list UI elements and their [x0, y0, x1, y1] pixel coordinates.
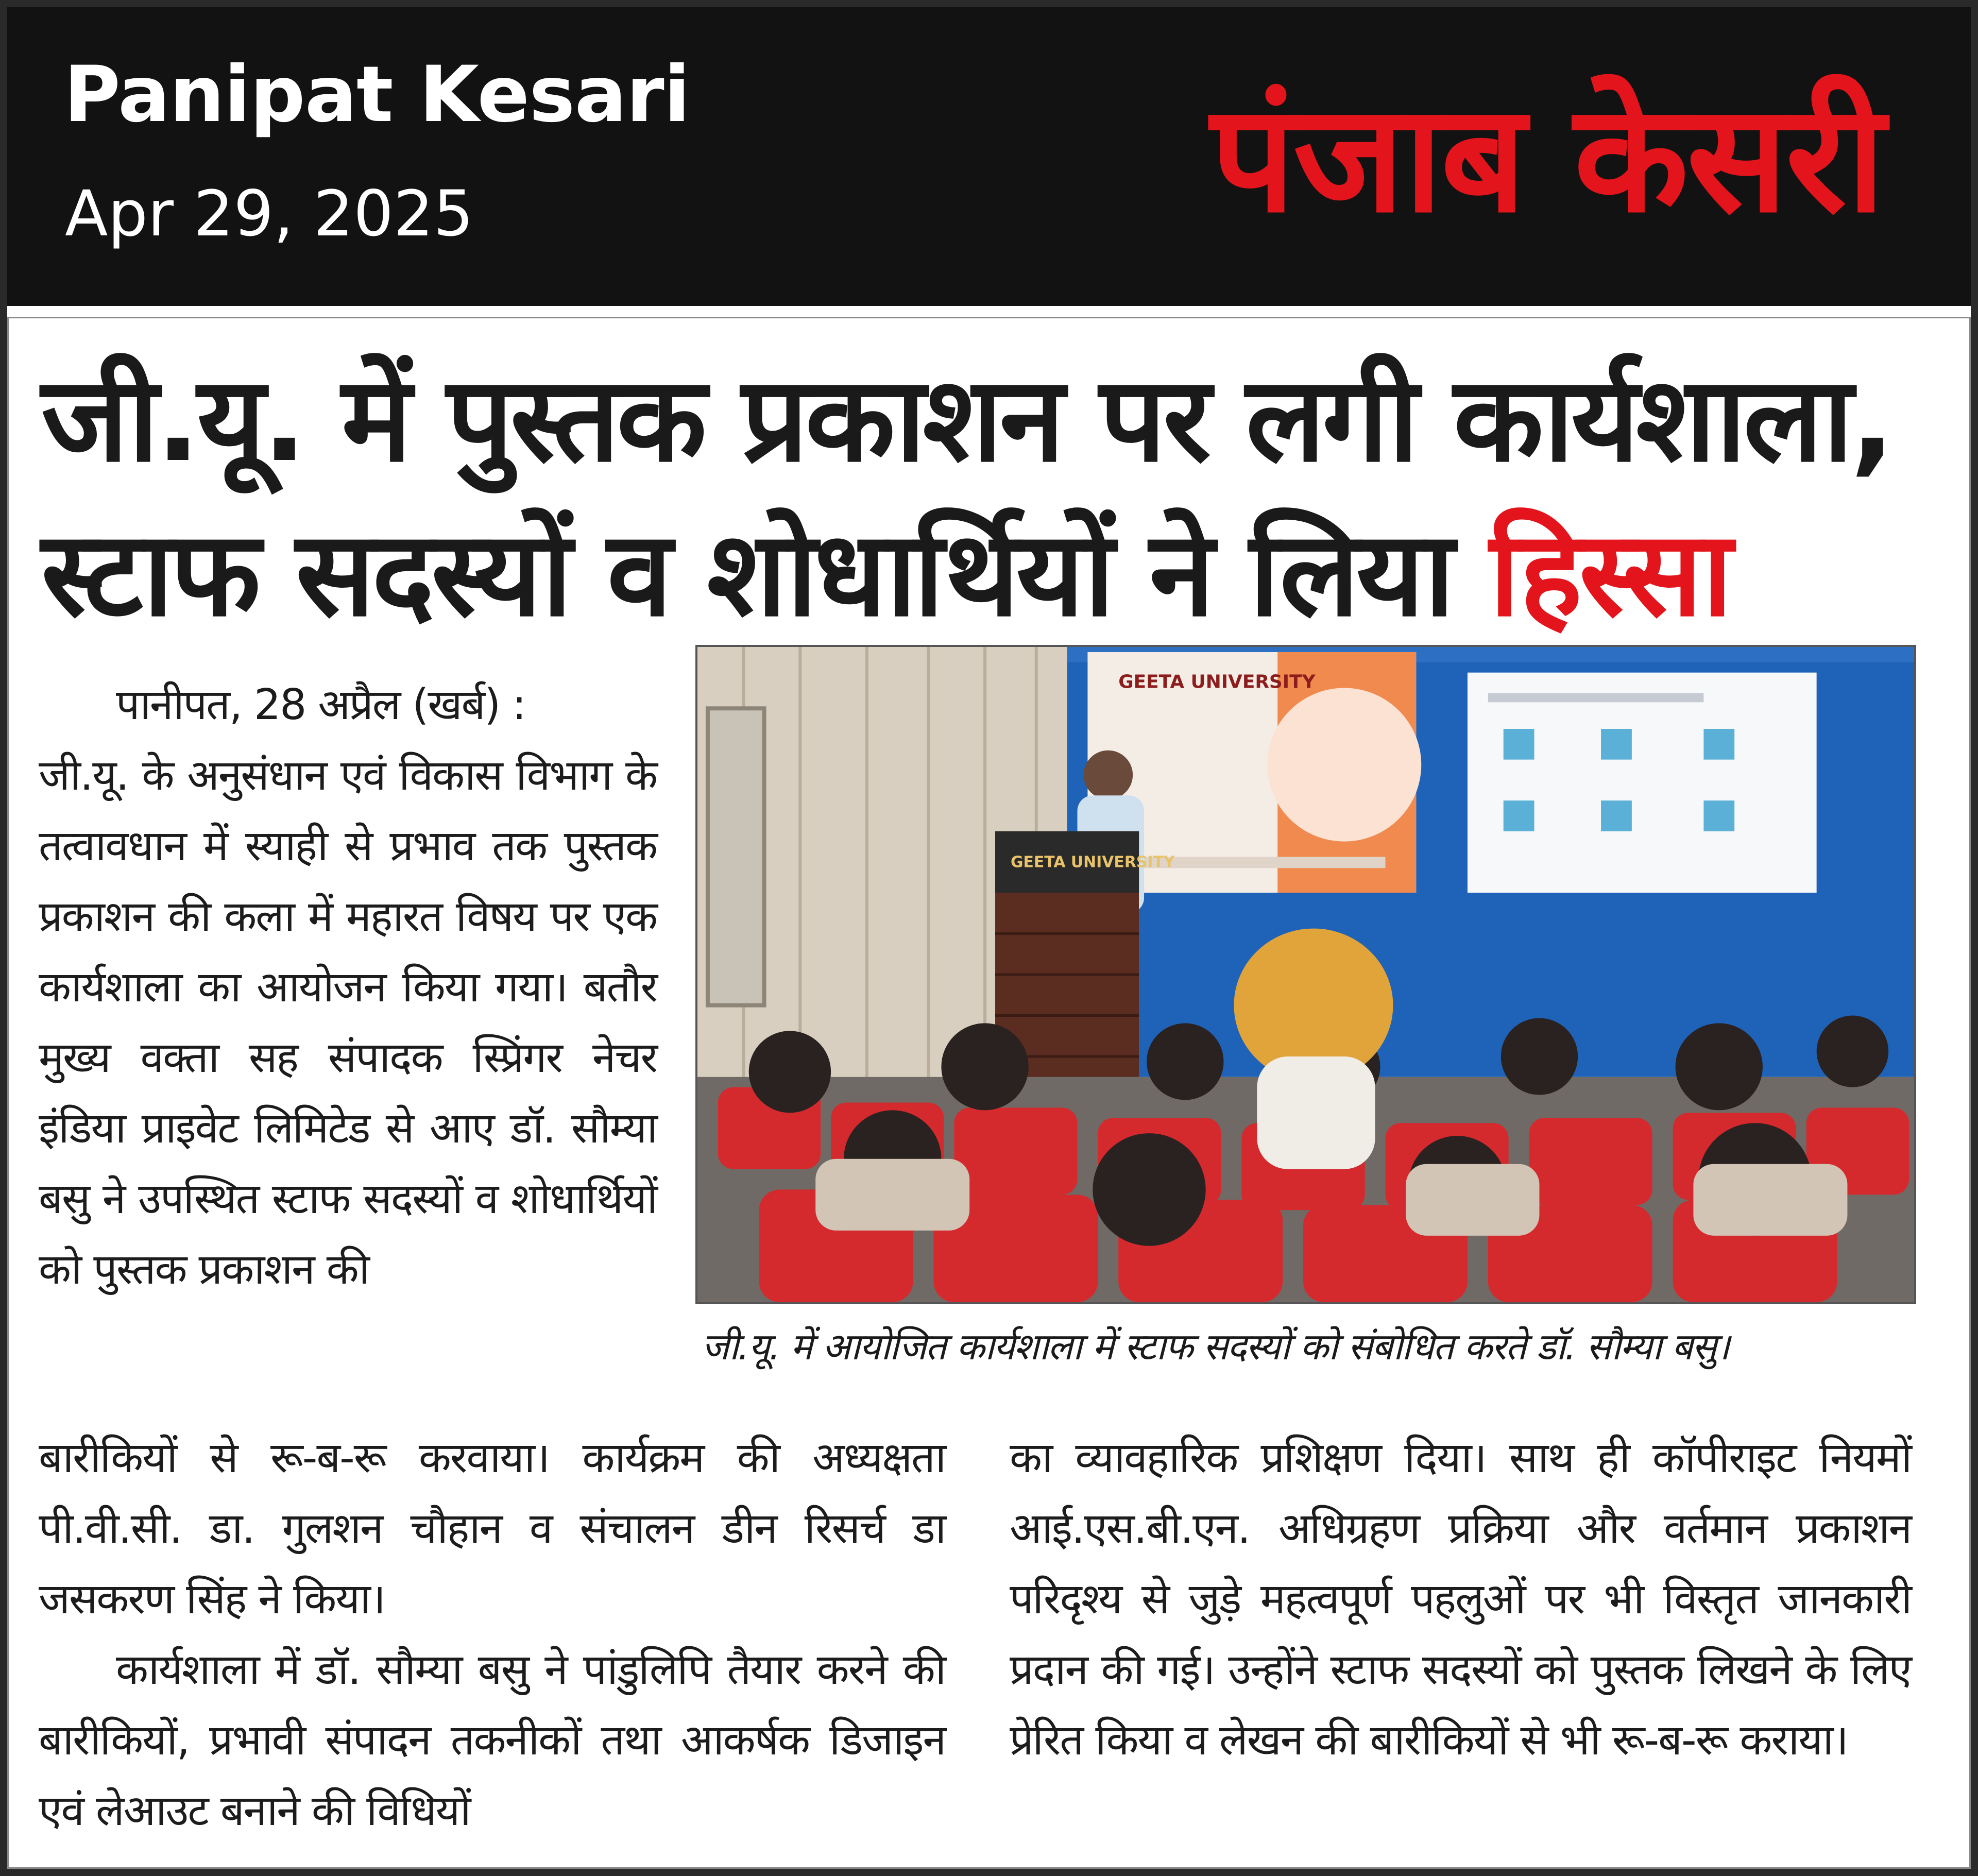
masthead: [7, 7, 1971, 306]
headline-line-1: जी.यू. में पुस्तक प्रकाशन पर लगी कार्यशाला,: [41, 351, 1892, 488]
article-paragraph-1-bottom: बारीकियों से रू-ब-रू करवाया। कार्यक्रम की अध्यक्षता पी.वी.सी. डा. गुलशन चौहान व संचालन डीन रिसर्च डा जसकरण सिंह ने किया।: [39, 1434, 945, 1624]
photo-caption: जी.यू. में आयोजित कार्यशाला में स्टाफ सदस्यों को संबोधित करते डॉ. सौम्या बसु।: [702, 1325, 1729, 1368]
headline-highlight: हिस्सा: [1489, 505, 1730, 642]
article-paragraph-2: कार्यशाला में डॉ. सौम्या बसु ने पांडुलिपि तैयार करने की बारीकियों, प्रभावी संपादन तकनीकों तथा आकर्षक डिजाइन एवं लेआउट बनाने की विधियों: [39, 1645, 945, 1835]
article-column-top: [39, 670, 657, 1305]
newspaper-logo: पंजाब केसरी: [1210, 72, 1883, 246]
article-paragraph-1-top: जी.यू. के अनुसंधान एवं विकास विभाग के तत्वावधान में स्याही से प्रभाव तक पुस्तक प्रकाशन की कला में महारत विषय पर एक कार्यशाला का आयोजन किया गया। बतौर मुख्य वक्ता सह संपादक स्प्रिंगर नेचर इंडिया प्राइवेट लिमिटेड से आए डॉ. सौम्या बसु ने उपस्थित स्टाफ सदस्यों व शोधार्थियों को पुस्तक प्रकाशन की: [39, 751, 657, 1294]
podium-brand: GEETA UNIVERSITY: [1010, 853, 1175, 872]
edition-name: Panipat Kesari: [64, 50, 690, 140]
publication-date: Apr 29, 2025: [65, 177, 474, 250]
headline-line-2: [41, 505, 1942, 642]
screen-brand: GEETA UNIVERSITY: [1118, 671, 1316, 693]
article-column-left: [39, 1423, 945, 1846]
article-paragraph-3: का व्यावहारिक प्रशिक्षण दिया। साथ ही कॉपीराइट नियमों आई.एस.बी.एन. अधिग्रहण प्रक्रिया और वर्तमान प्रकाशन परिदृश्य से जुड़े महत्वपूर्ण पहलुओं पर भी विस्तृत जानकारी प्रदान की गई। उन्होंने स्टाफ सदस्यों को पुस्तक लिखने के लिए प्रेरित किया व लेखन की बारीकियों से भी रू-ब-रू कराया।: [1010, 1434, 1911, 1765]
article-column-right: [1010, 1423, 1911, 1776]
event-photo-illustration: [697, 647, 1914, 1302]
event-photo: [695, 645, 1916, 1304]
article-dateline: पानीपत, 28 अप्रैल (खर्ब) :: [116, 680, 525, 729]
headline-line-2-main: स्टाफ सदस्यों व शोधार्थियों ने लिया: [41, 505, 1490, 642]
